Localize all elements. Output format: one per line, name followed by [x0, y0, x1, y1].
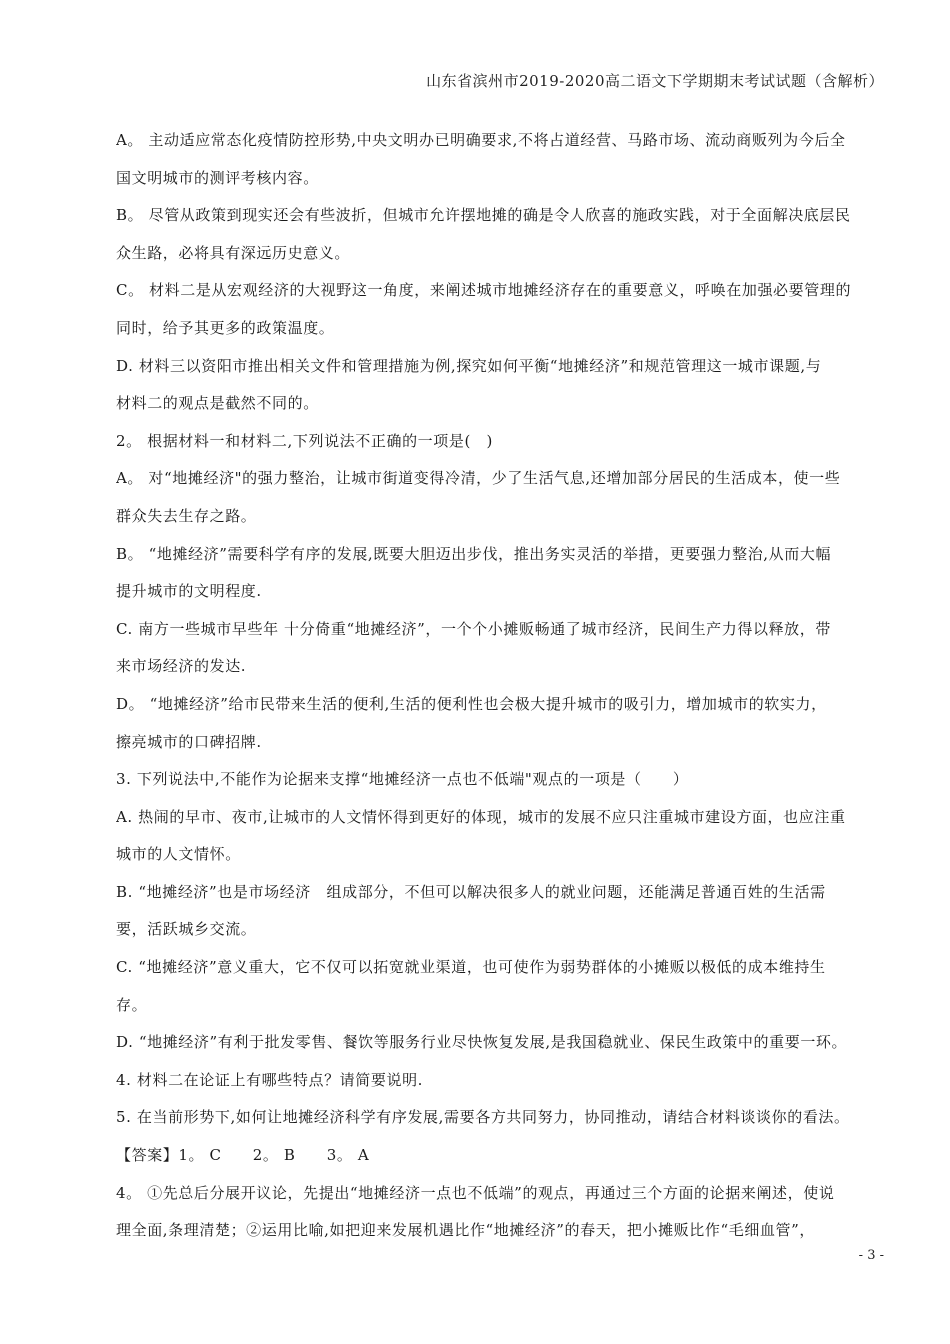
text-line: D。 “地摊经济”给市民带来生活的便利,生活的便利性也会极大提升城市的吸引力，增加城市的软实力， — [116, 694, 827, 713]
text-line: 群众失去生存之路。 — [116, 506, 257, 525]
text-line: 要，活跃城乡交流。 — [116, 920, 257, 939]
question-4-stem: 4. 材料二在论证上有哪些特点？请简要说明. — [116, 1070, 424, 1089]
text-line: 4。 ①先总后分展开议论，先提出“地摊经济一点也不低端”的观点，再通过三个方面的论据来阐述，使说 — [116, 1183, 835, 1202]
text-line: 材料二的观点是截然不同的。 — [116, 394, 319, 413]
text-line: C. “地摊经济”意义重大，它不仅可以拓宽就业渠道，也可使作为弱势群体的小摊贩以极低的成本维持生 — [116, 958, 826, 977]
text-line: B。 尽管从政策到现实还会有些波折，但城市允许摆地摊的确是令人欣喜的施政实践，对于全面解决底层民 — [116, 206, 851, 225]
text-line: 国文明城市的测评考核内容。 — [116, 168, 319, 187]
text-line: 同时，给予其更多的政策温度。 — [116, 318, 335, 337]
text-line: A. 热闹的早市、夜市,让城市的人文情怀得到更好的体现，城市的发展不应只注重城市建设方面，也应注重 — [116, 807, 846, 826]
text-line: C。 材料二是从宏观经济的大视野这一角度，来阐述城市地摊经济存在的重要意义，呼唤在加强必要管理的 — [116, 281, 852, 300]
text-line: 来市场经济的发达. — [116, 657, 247, 676]
question-5-stem: 5. 在当前形势下,如何让地摊经济科学有序发展,需要各方共同努力，协同推动，请结合材料谈谈你的看法。 — [116, 1108, 850, 1127]
answer-line: 【答案】1。 C 2。 B 3。 A — [116, 1146, 370, 1165]
text-line: D. 材料三以资阳市推出相关文件和管理措施为例,探究如何平衡“地摊经济”和规范管理这一城市课题,与 — [116, 356, 822, 375]
text-line: 擦亮城市的口碑招牌. — [116, 732, 262, 751]
page-header-title: 山东省滨州市2019-2020高二语文下学期期末考试试题（含解析） — [426, 72, 884, 90]
text-line: C. 南方一些城市早些年 十分倚重“地摊经济”，一个个小摊贩畅通了城市经济，民间生产力得以释放，带 — [116, 619, 831, 638]
text-line: 理全面,条理清楚；②运用比喻,如把迎来发展机遇比作“地摊经济”的春天，把小摊贩比作“毛细血管”， — [116, 1221, 816, 1240]
question-2-stem: 2。 根据材料一和材料二,下列说法不正确的一项是( ) — [116, 431, 493, 450]
text-line: 众生路，必将具有深远历史意义。 — [116, 243, 351, 262]
text-line: A。 对“地摊经济"的强力整治，让城市街道变得冷清，少了生活气息,还增加部分居民的生活成本，使一些 — [116, 469, 841, 488]
text-line: 存。 — [116, 995, 148, 1014]
text-line: 提升城市的文明程度. — [116, 582, 262, 601]
text-line: B。 “地摊经济”需要科学有序的发展,既要大胆迈出步伐，推出务实灵活的举措，更要强力整治,从而大幅 — [116, 544, 832, 563]
document-body — [116, 122, 896, 1250]
question-3-stem: 3. 下列说法中,不能作为论据来支撑“地摊经济一点也不低端"观点的一项是（ ） — [116, 770, 689, 789]
page-number: - 3 - — [858, 1248, 884, 1263]
text-line: B. “地摊经济”也是市场经济 组成部分，不但可以解决很多人的就业问题，还能满足普通百姓的生活需 — [116, 882, 826, 901]
text-line: A。 主动适应常态化疫情防控形势,中央文明办已明确要求,不将占道经营、马路市场、流动商贩列为今后全 — [116, 131, 846, 149]
text-line: 城市的人文情怀。 — [116, 845, 241, 864]
text-line: D. “地摊经济”有利于批发零售、餐饮等服务行业尽快恢复发展,是我国稳就业、保民生政策中的重要一环。 — [116, 1033, 848, 1052]
